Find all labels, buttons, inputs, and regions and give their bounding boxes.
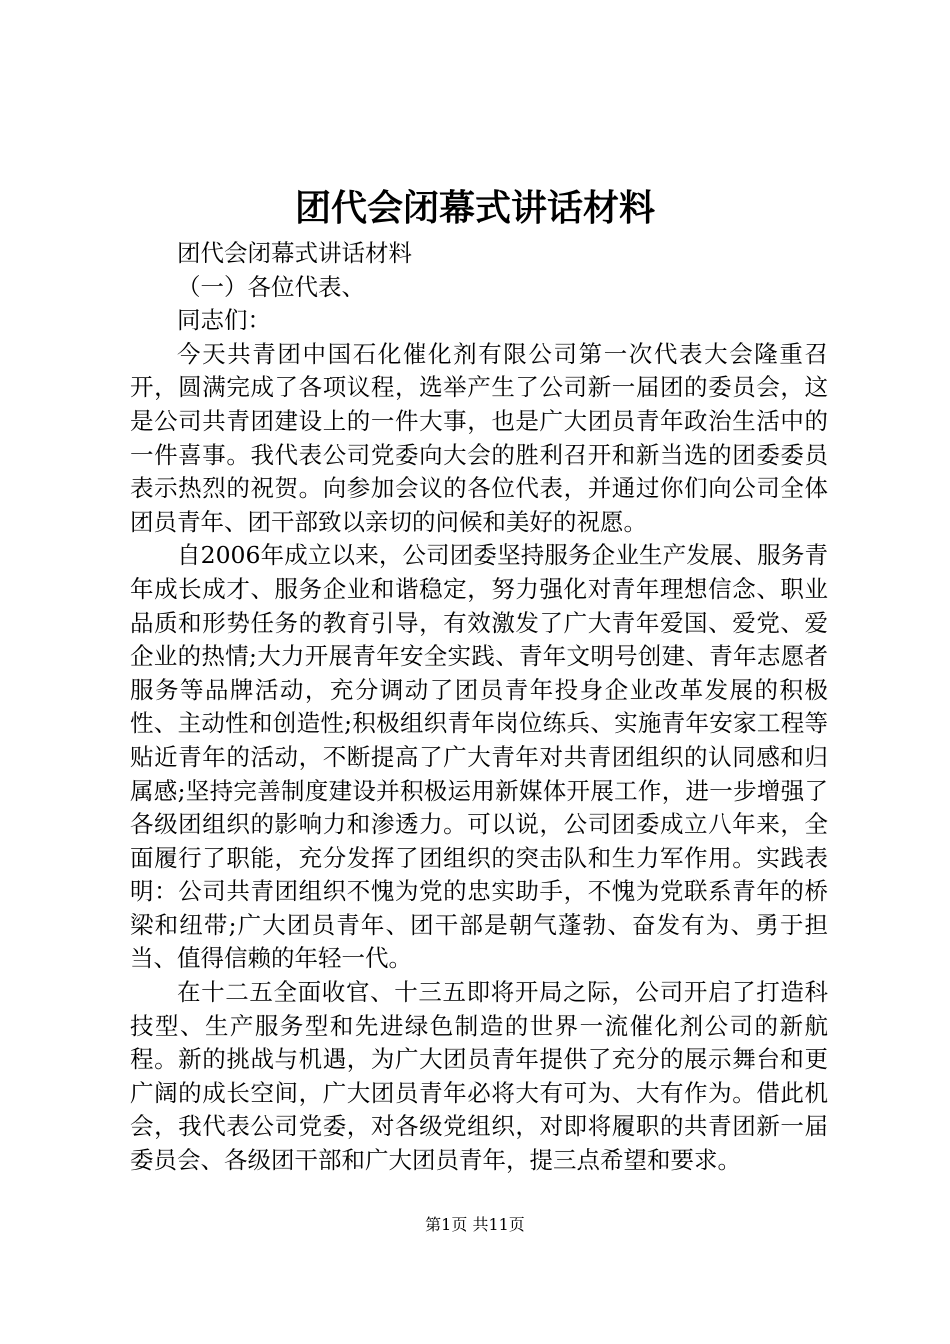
- page-footer: 第1页 共11页: [425, 1215, 525, 1234]
- paragraph-outlook: 在十二五全面收官、十三五即将开局之际，公司开启了打造科技型、生产服务型和先进绿色制造的世界一流催化剂公司的新航程。新的挑战与机遇，为广大团员青年提供了充分的展示舞台和更广阔的成长空间，广大团员青年必将大有可为、大有作为。借此机会，我代表公司党委，对各级党组织，对即将履职的共青团新一届委员会、各级团干部和广大团员青年，提三点希望和要求。: [130, 978, 828, 1175]
- paragraph-subtitle: 团代会闭幕式讲话材料: [177, 239, 412, 267]
- paragraph-achievements: 自2006年成立以来，公司团委坚持服务企业生产发展、服务青年成长成才、服务企业和谐稳定，努力强化对青年理想信念、职业品质和形势任务的教育引导，有效激发了广大青年爱国、爱党、爱企业的热情;大力开展青年安全实践、青年文明号创建、青年志愿者服务等品牌活动，充分调动了团员青年投身企业改革发展的积极性、主动性和创造性;积极组织青年岗位练兵、实施青年安家工程等贴近青年的活动，不断提高了广大青年对共青团组织的认同感和归属感;坚持完善制度建设并积极运用新媒体开展工作，进一步增强了各级团组织的影响力和渗透力。可以说，公司团委成立八年来，全面履行了职能，充分发挥了团组织的突击队和生力军作用。实践表明：公司共青团组织不愧为党的忠实助手，不愧为党联系青年的桥梁和纽带;广大团员青年、团干部是朝气蓬勃、奋发有为、勇于担当、值得信赖的年轻一代。: [130, 541, 828, 973]
- paragraph-opening: 今天共青团中国石化催化剂有限公司第一次代表大会隆重召开，圆满完成了各项议程，选举产生了公司新一届团的委员会，这是公司共青团建设上的一件大事，也是广大团员青年政治生活中的一件喜事。我代表公司党委向大会的胜利召开和新当选的团委委员表示热烈的祝贺。向参加会议的各位代表，并通过你们向公司全体团员青年、团干部致以亲切的问候和美好的祝愿。: [130, 339, 828, 536]
- paragraph-salutation-1: （一）各位代表、: [177, 272, 365, 301]
- document-body: [130, 237, 828, 1178]
- paragraph-salutation-2: 同志们：: [177, 306, 271, 335]
- document-title: 团代会闭幕式讲话材料: [294, 187, 655, 229]
